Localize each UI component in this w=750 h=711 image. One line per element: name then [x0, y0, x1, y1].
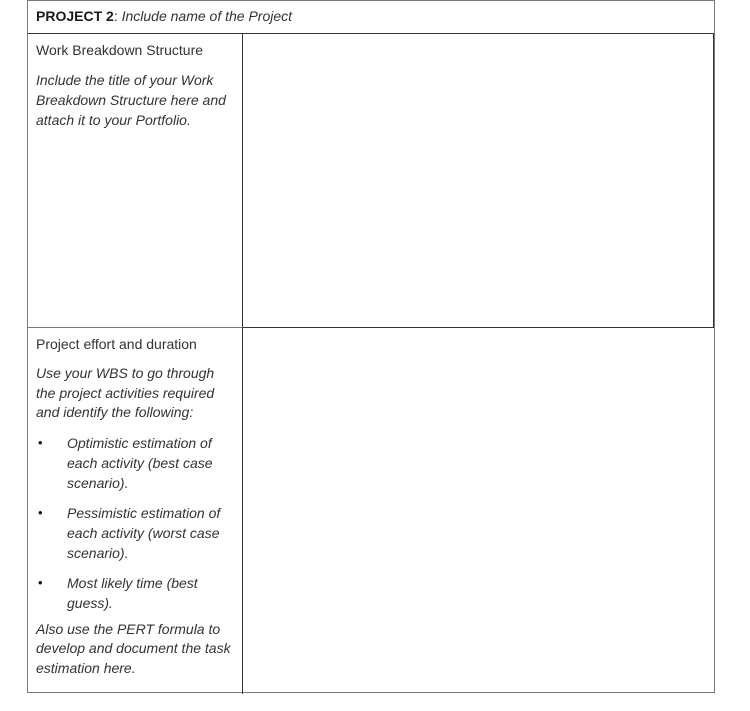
estimation-list: [36, 433, 234, 613]
wbs-title: Work Breakdown Structure: [36, 42, 204, 58]
project-name-placeholder: Include name of the Project: [121, 8, 293, 24]
list-item-text: Pessimistic estimation of each activity (worst case scenario).: [67, 504, 221, 561]
bullet-icon: •: [38, 504, 43, 520]
bullet-icon: •: [38, 434, 43, 450]
project-header-row: [28, 1, 714, 34]
project-label: PROJECT 2: [36, 8, 114, 24]
effort-answer-cell[interactable]: [243, 328, 714, 694]
list-item: [36, 503, 234, 563]
list-item-text: Optimistic estimation of each activity (best case scenario).: [67, 434, 213, 491]
list-item-text: Most likely time (best guess).: [67, 574, 198, 611]
effort-closing: Also use the PERT formula to develop and document the task estimation here.: [36, 620, 231, 676]
wbs-instruction: Include the title of your Work Breakdown Structure here and attach it to your Portfolio.: [36, 72, 226, 128]
effort-intro: Use your WBS to go through the project activities required and identify the following:: [36, 365, 215, 420]
project-table: [27, 0, 715, 693]
project-header: [36, 8, 292, 24]
header-separator: :: [113, 8, 118, 24]
wbs-label-cell: [28, 34, 243, 328]
bullet-icon: •: [38, 574, 43, 590]
list-item: [36, 433, 234, 493]
effort-label-cell: [28, 328, 243, 694]
effort-title: Project effort and duration: [36, 336, 197, 352]
wbs-answer-cell[interactable]: [243, 34, 714, 328]
list-item: [36, 573, 234, 613]
